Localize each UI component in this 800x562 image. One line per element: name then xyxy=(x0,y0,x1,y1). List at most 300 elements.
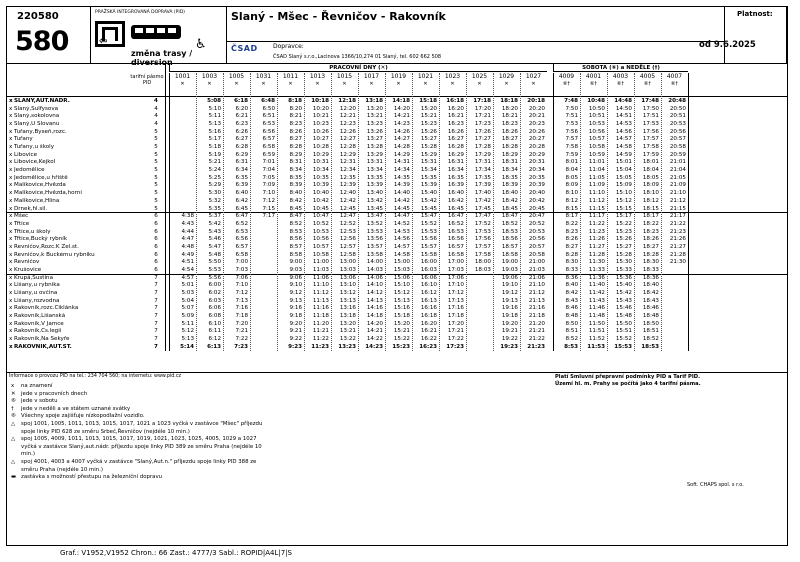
departure-time: 8:21 xyxy=(289,113,302,120)
departure-time: 14:12 xyxy=(366,290,383,296)
stop-name: Drnek,hl.sil. xyxy=(14,205,48,212)
departure-time: 15:26 xyxy=(615,236,632,243)
tarif-zone: 6 xyxy=(154,251,158,258)
departure-time: 20:58 xyxy=(669,144,686,151)
trip-number: 4007 xyxy=(666,73,683,80)
trip-note: ✕ xyxy=(423,81,428,87)
departure-time: 21:04 xyxy=(669,167,686,174)
departure-time: 6:52 xyxy=(235,220,248,227)
departure-time: 16:29 xyxy=(447,151,464,158)
departure-time: 13:56 xyxy=(366,236,383,243)
departure-time: 21:23 xyxy=(527,343,545,350)
departure-time: 7:00 xyxy=(235,259,248,266)
departure-time: 15:30 xyxy=(615,259,632,266)
stop-name: Tuřany xyxy=(14,136,33,143)
legend-note xyxy=(11,383,271,391)
trip-note: ⑥† xyxy=(671,81,678,87)
departure-time: 14:56 xyxy=(393,236,410,243)
departure-time: 20:20 xyxy=(528,105,545,112)
departure-time: 15:52 xyxy=(420,220,437,227)
departure-time: 10:34 xyxy=(312,167,329,174)
tarif-zone: 6 xyxy=(154,266,158,273)
carrier-logo: ČSAD xyxy=(231,44,258,53)
departure-time: 14:06 xyxy=(366,274,383,281)
departure-time: 7:57 xyxy=(565,136,578,143)
departure-time: 11:09 xyxy=(588,182,605,189)
request-stop-mark: x xyxy=(9,113,13,120)
departure-time: 4:49 xyxy=(181,251,194,258)
departure-time: 8:58 xyxy=(289,251,302,258)
departure-time: 18:58 xyxy=(501,251,518,258)
stop-name: Tuřany,Byseň,rozc. xyxy=(14,128,67,135)
departure-time: 14:35 xyxy=(393,174,410,181)
table-row xyxy=(7,290,787,298)
route-box xyxy=(227,7,725,64)
request-stop-mark: x xyxy=(9,274,13,281)
departure-time: 5:18 xyxy=(208,144,221,151)
departure-time: 10:59 xyxy=(588,151,605,158)
departure-time: 10:18 xyxy=(311,98,329,104)
request-stop-mark: x xyxy=(9,251,13,258)
departure-time: 14:56 xyxy=(615,128,632,135)
departure-time: 13:58 xyxy=(366,251,383,258)
departure-time: 12:45 xyxy=(339,205,356,212)
departure-time: 11:12 xyxy=(312,290,329,296)
departure-time: 8:36 xyxy=(565,274,578,281)
departure-time: 8:48 xyxy=(565,313,578,320)
departure-time: 5:24 xyxy=(208,167,221,174)
departure-time: 12:31 xyxy=(339,159,356,166)
info-line: Informace o provozu PID na tel.: 234 704 560; na internetu: www.pid.cz xyxy=(9,374,181,379)
departure-time: 14:53 xyxy=(615,121,632,128)
departure-time: 6:21 xyxy=(235,113,248,120)
departure-time: 15:22 xyxy=(615,220,632,227)
tarif-zone: 5 xyxy=(154,197,158,204)
departure-time: 16:00 xyxy=(420,259,437,266)
trip-number: 4001 xyxy=(585,73,602,80)
departure-time: 15:21 xyxy=(420,113,437,120)
departure-time: 5:21 xyxy=(208,159,221,166)
table-row xyxy=(7,159,787,167)
request-stop-mark: x xyxy=(9,320,13,327)
departure-time: 11:43 xyxy=(588,297,605,304)
departure-time: 8:35 xyxy=(289,174,302,181)
departure-time: 16:23 xyxy=(419,343,437,350)
request-stop-mark: x xyxy=(9,336,13,343)
departure-time: 21:22 xyxy=(669,220,686,227)
departure-time: 21:22 xyxy=(528,336,545,343)
departure-time: 7:16 xyxy=(235,305,248,312)
departure-time: 17:42 xyxy=(474,197,491,204)
departure-time: 17:20 xyxy=(447,320,464,327)
departure-time: 15:42 xyxy=(615,290,632,296)
departure-time: 15:27 xyxy=(615,243,632,250)
departure-time: 8:43 xyxy=(565,297,578,304)
trip-note: ✕ xyxy=(261,81,266,87)
departure-time: 6:06 xyxy=(208,305,221,312)
departure-time: 10:40 xyxy=(312,190,329,197)
departure-time: 4:54 xyxy=(181,266,194,273)
departure-time: 21:09 xyxy=(669,182,686,189)
departure-time: 4:44 xyxy=(181,228,194,235)
departure-time: 12:47 xyxy=(339,213,356,220)
departure-time: 15:22 xyxy=(393,336,410,343)
departure-time: 15:36 xyxy=(615,274,632,281)
departure-time: 16:40 xyxy=(447,190,464,197)
departure-time: 18:52 xyxy=(501,220,518,227)
departure-time: 13:00 xyxy=(339,259,356,266)
departure-time: 18:12 xyxy=(642,197,659,204)
legend-note xyxy=(11,398,271,406)
table-row xyxy=(7,328,787,336)
departure-time: 18:33 xyxy=(642,266,659,273)
departure-time: 15:35 xyxy=(420,174,437,181)
departure-time: 21:10 xyxy=(528,282,545,289)
departure-time: 5:13 xyxy=(208,121,221,128)
trip-number: 1021 xyxy=(417,73,434,80)
departure-time: 7:23 xyxy=(234,343,248,350)
departure-time: 9:16 xyxy=(289,305,302,312)
departure-time: 20:48 xyxy=(668,98,686,104)
departure-time: 7:09 xyxy=(262,182,275,189)
departure-time: 12:27 xyxy=(339,136,356,143)
departure-time: 8:31 xyxy=(289,159,302,166)
departure-time: 12:29 xyxy=(339,151,356,158)
departure-time: 17:03 xyxy=(447,266,464,273)
departure-time: 15:39 xyxy=(420,182,437,189)
departure-time: 4:57 xyxy=(181,274,194,281)
request-stop-mark: x xyxy=(9,190,13,197)
departure-time: 18:48 xyxy=(642,313,659,320)
line-code: 220580 xyxy=(17,11,59,22)
trip-note: ✕ xyxy=(504,81,509,87)
legend-symbol: △ xyxy=(11,420,16,427)
departure-time: 20:47 xyxy=(528,213,545,220)
departure-time: 18:46 xyxy=(642,305,659,312)
departure-time: 6:45 xyxy=(235,205,248,212)
departure-time: 6:23 xyxy=(235,121,248,128)
departure-time: 7:58 xyxy=(565,144,578,151)
departure-time: 18:22 xyxy=(642,220,659,227)
departure-time: 18:26 xyxy=(501,128,518,135)
legend-symbol: △ xyxy=(11,436,16,443)
departure-time: 9:18 xyxy=(289,313,302,320)
table-row xyxy=(7,244,787,252)
departure-time: 20:56 xyxy=(669,128,686,135)
departure-time: 10:21 xyxy=(312,113,329,120)
departure-time: 18:01 xyxy=(642,159,659,166)
tarif-zone: 5 xyxy=(154,182,158,189)
departure-time: 11:28 xyxy=(588,251,605,258)
stop-name: Slaný,U Slovanu xyxy=(14,121,60,128)
departure-time: 5:46 xyxy=(208,236,221,243)
tarif-zone: 7 xyxy=(154,328,158,335)
departure-time: 7:13 xyxy=(235,297,248,304)
departure-time: 14:48 xyxy=(614,98,632,104)
departure-time: 7:12 xyxy=(235,290,248,296)
request-stop-mark: x xyxy=(9,144,13,151)
departure-time: 17:21 xyxy=(474,113,491,120)
trip-note: ✕ xyxy=(369,81,374,87)
departure-time: 21:00 xyxy=(528,259,545,266)
departure-time: 7:53 xyxy=(565,121,578,128)
departure-time: 4:51 xyxy=(181,259,194,266)
departure-time: 7:56 xyxy=(565,128,578,135)
departure-time: 5:14 xyxy=(180,343,194,350)
departure-time: 7:10 xyxy=(262,190,275,197)
departure-time: 10:58 xyxy=(312,251,329,258)
departure-time: 17:26 xyxy=(474,128,491,135)
departure-time: 20:39 xyxy=(528,182,545,189)
departure-time: 17:58 xyxy=(642,144,659,151)
departure-time: 20:45 xyxy=(528,205,545,212)
departure-time: 13:13 xyxy=(339,297,356,304)
departure-time: 17:27 xyxy=(474,136,491,143)
departure-time: 16:18 xyxy=(420,313,437,320)
stop-name: Tuřany,u školy xyxy=(14,144,55,151)
departure-time: 10:51 xyxy=(588,113,605,120)
departure-time: 21:26 xyxy=(669,236,686,243)
trip-number: 1003 xyxy=(201,73,218,80)
departure-time: 5:25 xyxy=(208,174,221,181)
tarif-zone: 6 xyxy=(154,220,158,227)
departure-time: 15:06 xyxy=(393,274,410,281)
departure-time: 19:12 xyxy=(501,290,518,296)
departure-time: 5:11 xyxy=(208,113,221,120)
departure-time: 8:23 xyxy=(565,228,578,235)
table-row xyxy=(7,198,787,206)
tarif-zone: 5 xyxy=(154,144,158,151)
departure-time: 8:28 xyxy=(565,251,578,258)
departure-time: 15:34 xyxy=(420,167,437,174)
departure-time: 15:01 xyxy=(615,159,632,166)
tarif-zone: 5 xyxy=(154,167,158,174)
departure-time: 15:10 xyxy=(615,190,632,197)
departure-time: 8:51 xyxy=(565,328,578,335)
line-symbols xyxy=(91,7,227,67)
trip-note: ✕ xyxy=(288,81,293,87)
request-stop-mark: x xyxy=(9,159,13,166)
request-stop-mark: x xyxy=(9,167,13,174)
trip-number: 1019 xyxy=(390,73,407,80)
departure-time: 8:22 xyxy=(565,220,578,227)
departure-time: 20:53 xyxy=(528,228,545,235)
departure-time: 10:56 xyxy=(312,236,329,243)
departure-time: 13:28 xyxy=(366,144,383,151)
tarif-zone: 7 xyxy=(154,320,158,327)
departure-time: 12:23 xyxy=(339,121,356,128)
departure-time: 18:57 xyxy=(501,243,518,250)
departure-time: 11:22 xyxy=(588,220,605,227)
departure-time: 6:57 xyxy=(235,243,248,250)
tarif-zone-header: tarifní pásmo PID xyxy=(130,74,164,86)
departure-time: 10:47 xyxy=(312,213,329,220)
departure-time: 12:42 xyxy=(339,197,356,204)
departure-time: 15:45 xyxy=(420,205,437,212)
departure-time: 20:21 xyxy=(528,113,545,120)
departure-time: 17:29 xyxy=(474,151,491,158)
legend-notes xyxy=(11,383,271,482)
departure-time: 14:58 xyxy=(393,251,410,258)
departure-time: 13:40 xyxy=(366,190,383,197)
departure-time: 4:48 xyxy=(181,243,194,250)
table-row xyxy=(7,113,787,121)
departure-time: 7:18 xyxy=(235,313,248,320)
departure-time: 5:50 xyxy=(208,259,221,266)
departure-time: 5:17 xyxy=(208,136,221,143)
timetable-sheet xyxy=(6,6,788,546)
departure-time: 21:12 xyxy=(669,197,686,204)
request-stop-mark: x xyxy=(9,228,13,235)
table-row xyxy=(7,144,787,152)
departure-time: 8:27 xyxy=(565,243,578,250)
departure-time: 13:21 xyxy=(366,113,383,120)
departure-time: 13:23 xyxy=(338,343,356,350)
trip-number: 1015 xyxy=(336,73,353,80)
departure-time: 15:03 xyxy=(393,266,410,273)
departure-time: 10:45 xyxy=(312,205,329,212)
departure-time: 16:35 xyxy=(447,174,464,181)
departure-time: 14:29 xyxy=(393,151,410,158)
departure-time: 9:20 xyxy=(289,320,302,327)
pid-note-1: Platí Smluvní přepravní podmínky PID a Tarif PID. xyxy=(555,374,701,380)
table-row xyxy=(7,282,787,290)
departure-time: 17:56 xyxy=(474,236,491,243)
departure-time: 18:45 xyxy=(501,205,518,212)
departure-time: 17:53 xyxy=(474,228,491,235)
departure-time: 13:10 xyxy=(339,282,356,289)
departure-time: 20:23 xyxy=(528,121,545,128)
departure-time: 11:40 xyxy=(588,282,605,289)
departure-time: 9:22 xyxy=(289,336,302,343)
departure-time: 18:51 xyxy=(642,328,659,335)
stop-name: Rakovník,V Jamce xyxy=(14,320,64,327)
departure-time: 6:28 xyxy=(235,144,248,151)
departure-time: 13:35 xyxy=(366,174,383,181)
departure-time: 5:29 xyxy=(208,182,221,189)
weekend-group-header: SOBOTA (⑥) a NEDĚLE (†) xyxy=(553,64,688,72)
departure-time: 6:27 xyxy=(235,136,248,143)
timetable-footer xyxy=(7,372,787,547)
departure-time: 15:28 xyxy=(420,144,437,151)
table-row xyxy=(7,206,787,214)
departure-time: 11:26 xyxy=(588,236,605,243)
departure-time: 5:07 xyxy=(181,305,194,312)
departure-time: 12:26 xyxy=(339,128,356,135)
departure-time: 16:12 xyxy=(420,290,437,296)
departure-time: 21:18 xyxy=(528,313,545,320)
request-stop-mark: x xyxy=(9,282,13,289)
departure-time: 15:28 xyxy=(615,251,632,258)
departure-time: 15:53 xyxy=(420,228,437,235)
departure-time: 5:53 xyxy=(208,266,221,273)
table-row xyxy=(7,275,787,283)
departure-time: 21:03 xyxy=(528,266,545,273)
departure-time: 14:45 xyxy=(393,205,410,212)
departure-time: 14:31 xyxy=(393,159,410,166)
departure-time: 14:18 xyxy=(366,313,383,320)
departure-time: 16:34 xyxy=(447,167,464,174)
departure-time: 7:48 xyxy=(564,98,578,104)
departure-time: 5:30 xyxy=(208,190,221,197)
departure-time: 15:40 xyxy=(615,282,632,289)
validity-date: od 9.6.2025 xyxy=(699,40,756,50)
departure-time: 15:18 xyxy=(419,98,437,104)
stop-name: Malíkovice,Hvězda xyxy=(14,182,66,189)
wheelchair-icon: ♿ xyxy=(195,37,207,52)
departure-time: 8:47 xyxy=(289,213,302,220)
request-stop-mark: x xyxy=(9,266,13,273)
departure-time: 11:42 xyxy=(588,290,605,296)
departure-time: 16:27 xyxy=(447,136,464,143)
legend-text: jede v pracovních dnech xyxy=(21,390,88,397)
departure-time: 15:53 xyxy=(614,343,632,350)
line-number: 580 xyxy=(15,26,69,57)
stop-name: Jedomělice,u hřiště xyxy=(14,174,68,181)
departure-time: 14:28 xyxy=(393,144,410,151)
legend-symbol: △ xyxy=(11,458,16,465)
departure-time: 5:37 xyxy=(208,213,221,220)
departure-time: 8:46 xyxy=(565,305,578,312)
departure-time: 11:04 xyxy=(588,167,605,174)
departure-time: 21:12 xyxy=(528,290,545,296)
departure-time: 5:13 xyxy=(181,336,194,343)
departure-time: 7:15 xyxy=(262,205,275,212)
table-row xyxy=(7,321,787,329)
departure-time: 8:10 xyxy=(565,190,578,197)
tarif-zone: 7 xyxy=(154,343,158,350)
departure-time: 21:10 xyxy=(669,190,686,197)
departure-time: 14:21 xyxy=(366,328,383,335)
departure-time: 9:10 xyxy=(289,282,302,289)
departure-time: 10:53 xyxy=(588,121,605,128)
departure-time: 5:12 xyxy=(181,328,194,335)
departure-time: 16:53 xyxy=(447,228,464,235)
request-stop-mark: x xyxy=(9,213,13,220)
departure-time: 8:12 xyxy=(565,197,578,204)
departure-time: 15:20 xyxy=(420,105,437,112)
departure-time: 12:56 xyxy=(339,236,356,243)
legend-symbol: x xyxy=(11,383,15,389)
departure-time: 15:47 xyxy=(420,213,437,220)
request-stop-mark: x xyxy=(9,151,13,158)
departure-time: 15:33 xyxy=(615,266,632,273)
departure-time: 10:53 xyxy=(312,228,329,235)
table-row xyxy=(7,129,787,137)
trip-note: ✕ xyxy=(180,81,185,87)
departure-time: 8:18 xyxy=(288,98,302,104)
departure-time: 10:28 xyxy=(312,144,329,151)
trip-note: ✕ xyxy=(342,81,347,87)
departure-time: 14:59 xyxy=(615,151,632,158)
table-row xyxy=(7,221,787,229)
departure-time: 11:23 xyxy=(588,228,605,235)
stop-name: Krupá,Sustina xyxy=(14,274,54,281)
departure-time: 21:20 xyxy=(528,320,545,327)
departure-time: 17:21 xyxy=(447,328,464,335)
departure-time: 17:06 xyxy=(447,274,464,281)
tarif-zone: 5 xyxy=(154,205,158,212)
departure-time: 19:06 xyxy=(501,274,518,281)
departure-time: 18:05 xyxy=(642,174,659,181)
tarif-zone: 7 xyxy=(154,336,158,343)
departure-time: 18:15 xyxy=(642,205,659,212)
legend-symbol: ▬ xyxy=(11,474,17,481)
stop-name: Jedomělice xyxy=(14,167,45,174)
carrier-info: ČSAD Slaný s.r.o.,Lacinova 1366/10,274 01 Slaný, tel. 602 662 508 xyxy=(273,54,442,60)
departure-time: 6:26 xyxy=(235,128,248,135)
departure-time: 17:12 xyxy=(447,290,464,296)
